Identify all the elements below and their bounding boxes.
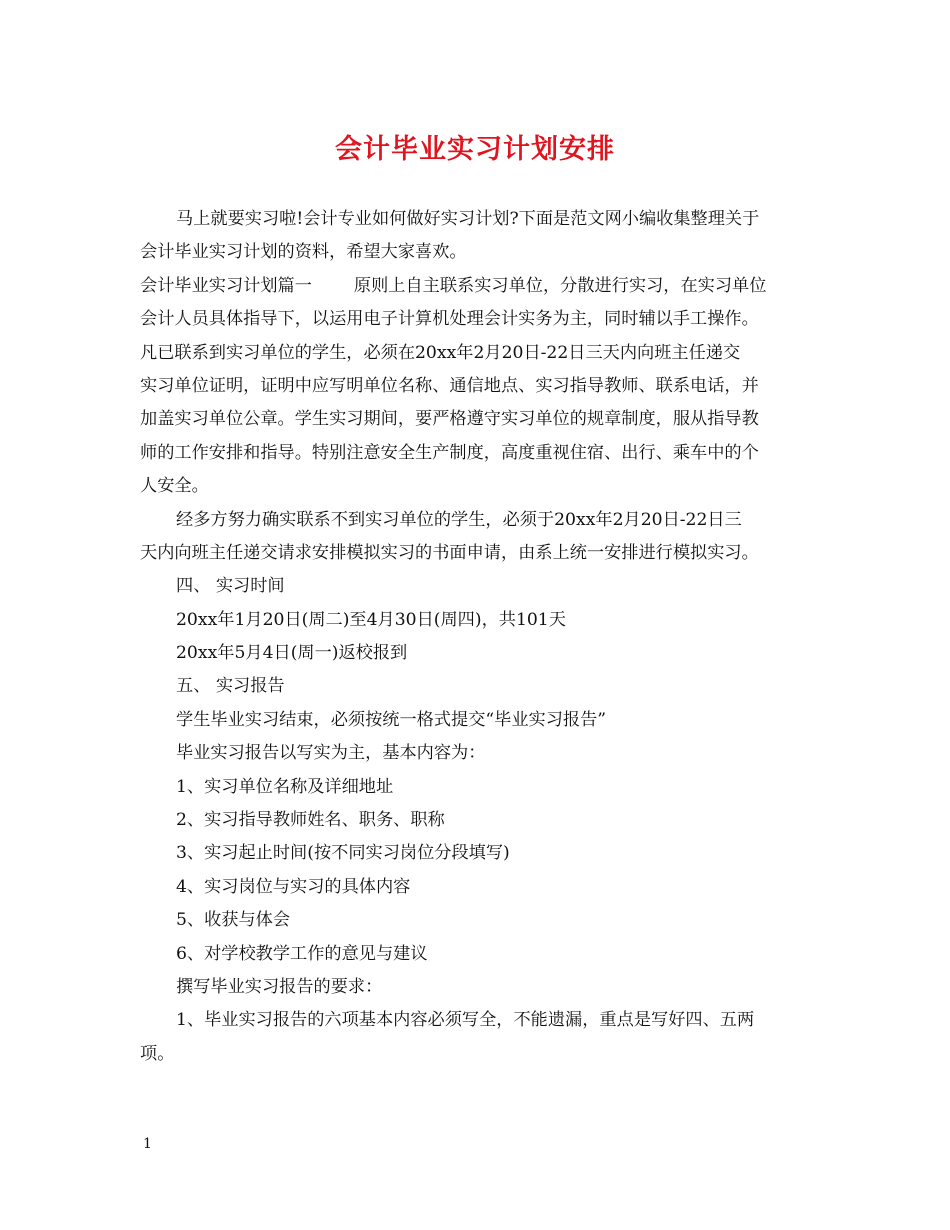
body-line-7: 加盖实习单位公章。学生实习期间，要严格遵守实习单位的规章制度，服从指导教 [140, 409, 759, 430]
intro-line-1: 马上就要实习啦!会计专业如何做好实习计划?下面是范文网小编收集整理关于 [176, 209, 760, 229]
page-number: 1 [143, 1136, 152, 1152]
section-one-line-1 [140, 270, 815, 303]
requirement-1-line-2: 项。 [140, 1043, 175, 1064]
document-title: 会计毕业实习计划安排 [335, 134, 615, 165]
body-line-11: 天内向班主任递交请求安排模拟实习的书面申请，由系上统一安排进行模拟实习。 [140, 542, 759, 563]
internship-period: 20xx年1月20日(周二)至4月30日(周四)，共101天 [176, 609, 566, 630]
list-item-5: 5、收获与体会 [176, 910, 291, 931]
body-line-10: 经多方努力确实联系不到实习单位的学生，必须于20xx年2月20日-22日三 [176, 509, 742, 530]
body-line-5: 凡已联系到实习单位的学生，必须在20xx年2月20日-22日三天内向班主任递交 [140, 342, 741, 363]
list-item-2: 2、实习指导教师姓名、职务、职称 [176, 810, 445, 831]
report-content-intro: 毕业实习报告以写实为主，基本内容为： [176, 743, 486, 764]
body-line-4: 会计人员具体指导下，以运用电子计算机处理会计实务为主，同时辅以手工操作。 [140, 309, 759, 330]
body-line-9: 人安全。 [140, 476, 209, 497]
section-four-heading: 四、 实习时间 [176, 576, 285, 597]
section-five-heading: 五、 实习报告 [176, 676, 285, 697]
section-one-heading: 会计毕业实习计划篇一 [140, 275, 312, 296]
return-date: 20xx年5月4日(周一)返校报到 [176, 643, 408, 664]
body-line-6: 实习单位证明，证明中应写明单位名称、通信地点、实习指导教师、联系电话，并 [140, 375, 759, 396]
list-item-3: 3、实习起止时间(按不同实习岗位分段填写) [176, 843, 510, 864]
list-item-4: 4、实习岗位与实习的具体内容 [176, 876, 411, 897]
section-one-text: 原则上自主联系实习单位，分散进行实习，在实习单位 [353, 275, 767, 296]
requirement-1-line-1: 1、毕业实习报告的六项基本内容必须写全，不能遗漏，重点是写好四、五两 [176, 1010, 755, 1031]
body-line-8: 师的工作安排和指导。特别注意安全生产制度，高度重视住宿、出行、乘车中的个 [140, 442, 759, 463]
requirements-heading: 撰写毕业实习报告的要求： [176, 976, 383, 997]
intro-line-2: 会计毕业实习计划的资料，希望大家喜欢。 [140, 242, 467, 263]
list-item-6: 6、对学校教学工作的意见与建议 [176, 943, 428, 964]
report-submission: 学生毕业实习结束，必须按统一格式提交“毕业实习报告” [176, 709, 607, 730]
list-item-1: 1、实习单位名称及详细地址 [176, 776, 394, 797]
document-body [140, 203, 815, 1071]
